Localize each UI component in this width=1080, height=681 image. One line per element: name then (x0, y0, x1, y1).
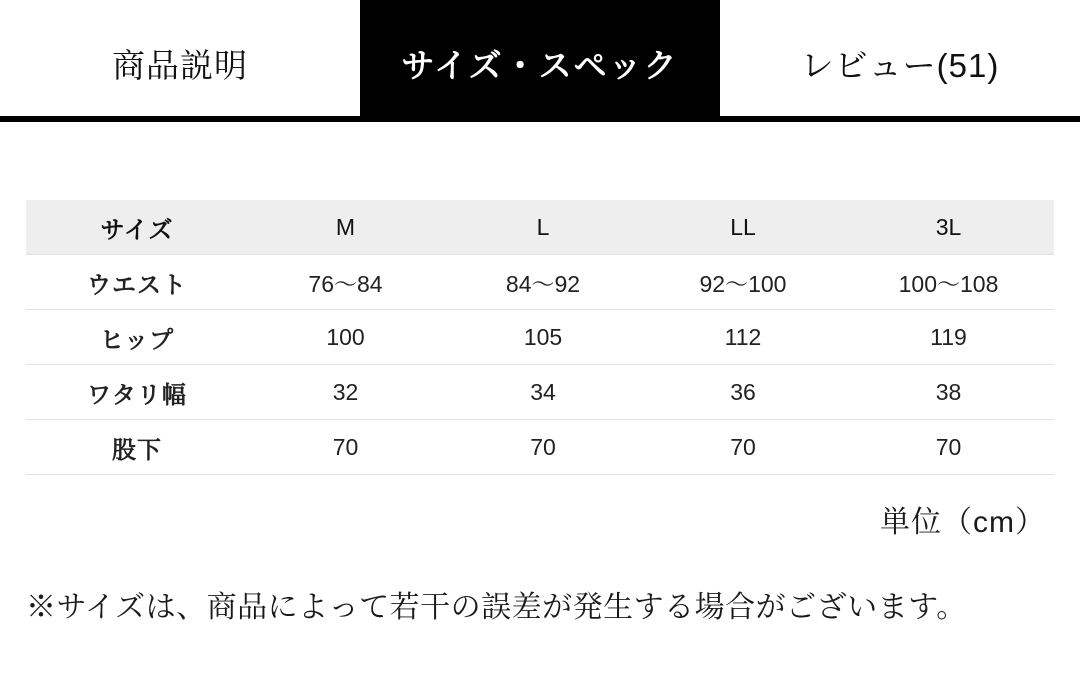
cell-inseam-ll: 70 (643, 420, 843, 475)
cell-inseam-m: 70 (248, 420, 443, 475)
cell-thigh-l: 34 (443, 365, 643, 420)
cell-thigh-ll: 36 (643, 365, 843, 420)
size-footnote: ※サイズは、商品によって若干の誤差が発生する場合がございます。 (26, 591, 967, 624)
cell-thigh-m: 32 (248, 365, 443, 420)
tab-reviews[interactable] (720, 0, 1080, 116)
spec-content (0, 122, 1080, 630)
size-spec-table (26, 200, 1054, 475)
header-l: L (443, 200, 643, 255)
cell-thigh-3l: 38 (843, 365, 1054, 420)
cell-inseam-3l: 70 (843, 420, 1054, 475)
content-spacer (26, 122, 1054, 200)
unit-note: 単位（cm） (880, 506, 1046, 539)
tab-description-label: 商品説明 (112, 46, 248, 84)
row-label-waist: ウエスト (26, 255, 248, 310)
table-header (26, 200, 1054, 255)
header-ll: LL (643, 200, 843, 255)
cell-hip-ll: 112 (643, 310, 843, 365)
tab-description[interactable] (0, 0, 360, 116)
header-m: M (248, 200, 443, 255)
cell-waist-ll: 92〜100 (643, 255, 843, 310)
table-row (26, 420, 1054, 475)
header-size: サイズ (26, 200, 248, 255)
tab-size-spec-label: サイズ・スペック (401, 46, 679, 84)
tab-size-spec[interactable] (360, 0, 720, 116)
table-row (26, 365, 1054, 420)
table-body (26, 255, 1054, 475)
row-label-inseam: 股下 (26, 420, 248, 475)
cell-hip-l: 105 (443, 310, 643, 365)
row-label-thigh-width: ワタリ幅 (26, 365, 248, 420)
cell-inseam-l: 70 (443, 420, 643, 475)
table-header-row (26, 200, 1054, 255)
row-label-hip: ヒップ (26, 310, 248, 365)
header-3l: 3L (843, 200, 1054, 255)
product-tabbar (0, 0, 1080, 122)
cell-waist-3l: 100〜108 (843, 255, 1054, 310)
cell-waist-l: 84〜92 (443, 255, 643, 310)
tab-reviews-label: レビュー(51) (800, 46, 1000, 84)
table-row (26, 310, 1054, 365)
cell-hip-m: 100 (248, 310, 443, 365)
cell-waist-m: 76〜84 (248, 255, 443, 310)
table-row (26, 255, 1054, 310)
cell-hip-3l: 119 (843, 310, 1054, 365)
